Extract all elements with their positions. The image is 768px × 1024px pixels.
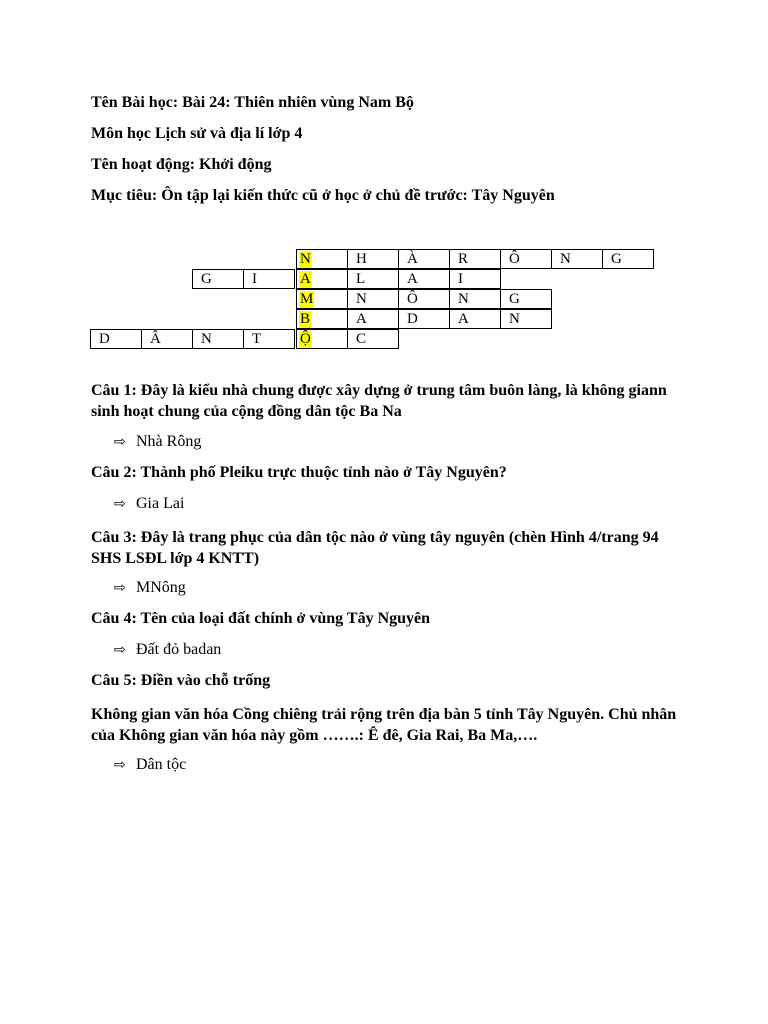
outline-right-arrow-icon: ⇨ bbox=[114, 497, 126, 512]
crossword-key-letter: A bbox=[300, 271, 311, 287]
crossword-cell: Â bbox=[141, 329, 193, 349]
crossword-cell: D bbox=[90, 329, 142, 349]
crossword-cell: Ô bbox=[500, 249, 552, 269]
crossword-cell: G bbox=[500, 289, 552, 309]
crossword-cell: D bbox=[398, 309, 450, 329]
crossword-cell: Ô bbox=[398, 289, 450, 309]
objective-line: Mục tiêu: Ôn tập lại kiến thức cũ ở học ở chủ đề trước: Tây Nguyên bbox=[91, 187, 555, 204]
answer-text: MNông bbox=[136, 579, 186, 596]
crossword-key-letter: N bbox=[300, 251, 311, 267]
crossword-cell: G bbox=[192, 269, 244, 289]
question-5-detail: Không gian văn hóa Cồng chiêng trải rộng trên địa bàn 5 tỉnh Tây Nguyên. Chủ nhân của Không gian văn hóa này gồm …….: Ê đê, Gia Rai, Ba Ma,…. bbox=[91, 706, 677, 744]
crossword-cell: R bbox=[449, 249, 501, 269]
crossword-cell: A bbox=[347, 309, 399, 329]
subject-line: Môn học Lịch sử và địa lí lớp 4 bbox=[91, 125, 303, 142]
answer-3 bbox=[114, 579, 186, 597]
crossword-cell: G bbox=[602, 249, 654, 269]
answer-1 bbox=[114, 433, 201, 451]
crossword-key-letter: Ộ bbox=[300, 331, 311, 347]
crossword-key-letter: M bbox=[300, 291, 314, 307]
crossword-key-letter: B bbox=[300, 311, 311, 327]
crossword-cell: N bbox=[347, 289, 399, 309]
outline-right-arrow-icon: ⇨ bbox=[114, 581, 126, 596]
answer-2 bbox=[114, 495, 184, 513]
crossword-cell: N bbox=[551, 249, 603, 269]
crossword-cell: N bbox=[449, 289, 501, 309]
crossword-cell: C bbox=[347, 329, 399, 349]
question-2: Câu 2: Thành phố Pleiku trực thuộc tỉnh nào ở Tây Nguyên? bbox=[91, 464, 507, 481]
answer-text: Gia Lai bbox=[136, 495, 185, 512]
question-4: Câu 4: Tên của loại đất chính ở vùng Tây Nguyên bbox=[91, 610, 431, 627]
answer-text: Đất đỏ badan bbox=[136, 641, 222, 658]
activity-line: Tên hoạt động: Khởi động bbox=[91, 156, 272, 173]
question-1: Câu 1: Đây là kiểu nhà chung được xây dựng ở trung tâm buôn làng, là không giann sinh hoạt chung của cộng đồng dân tộc Ba Na bbox=[91, 382, 667, 420]
crossword-cell: À bbox=[398, 249, 450, 269]
crossword-cell bbox=[296, 249, 348, 269]
crossword-cell: I bbox=[449, 269, 501, 289]
crossword-cell: L bbox=[347, 269, 399, 289]
lesson-title: Tên Bài học: Bài 24: Thiên nhiên vùng Nam Bộ bbox=[91, 94, 414, 111]
answer-text: Dân tộc bbox=[136, 756, 187, 773]
question-5: Câu 5: Điền vào chỗ trống bbox=[91, 672, 271, 689]
outline-right-arrow-icon: ⇨ bbox=[114, 435, 126, 450]
crossword-cell bbox=[296, 329, 348, 349]
crossword-cell: I bbox=[243, 269, 295, 289]
crossword-cell: T bbox=[243, 329, 295, 349]
outline-right-arrow-icon: ⇨ bbox=[114, 758, 126, 773]
crossword-cell: N bbox=[500, 309, 552, 329]
answer-4 bbox=[114, 641, 221, 659]
crossword-cell: A bbox=[398, 269, 450, 289]
crossword-cell: N bbox=[192, 329, 244, 349]
crossword-cell: A bbox=[449, 309, 501, 329]
crossword-cell bbox=[296, 289, 348, 309]
crossword-cell bbox=[296, 309, 348, 329]
crossword-cell bbox=[296, 269, 348, 289]
outline-right-arrow-icon: ⇨ bbox=[114, 643, 126, 658]
answer-text: Nhà Rông bbox=[136, 433, 202, 450]
question-3: Câu 3: Đây là trang phục của dân tộc nào ở vùng tây nguyên (chèn Hình 4/trang 94 SHS LSĐL lớp 4 KNTT) bbox=[91, 529, 659, 567]
answer-5 bbox=[114, 756, 186, 774]
crossword-cell: H bbox=[347, 249, 399, 269]
